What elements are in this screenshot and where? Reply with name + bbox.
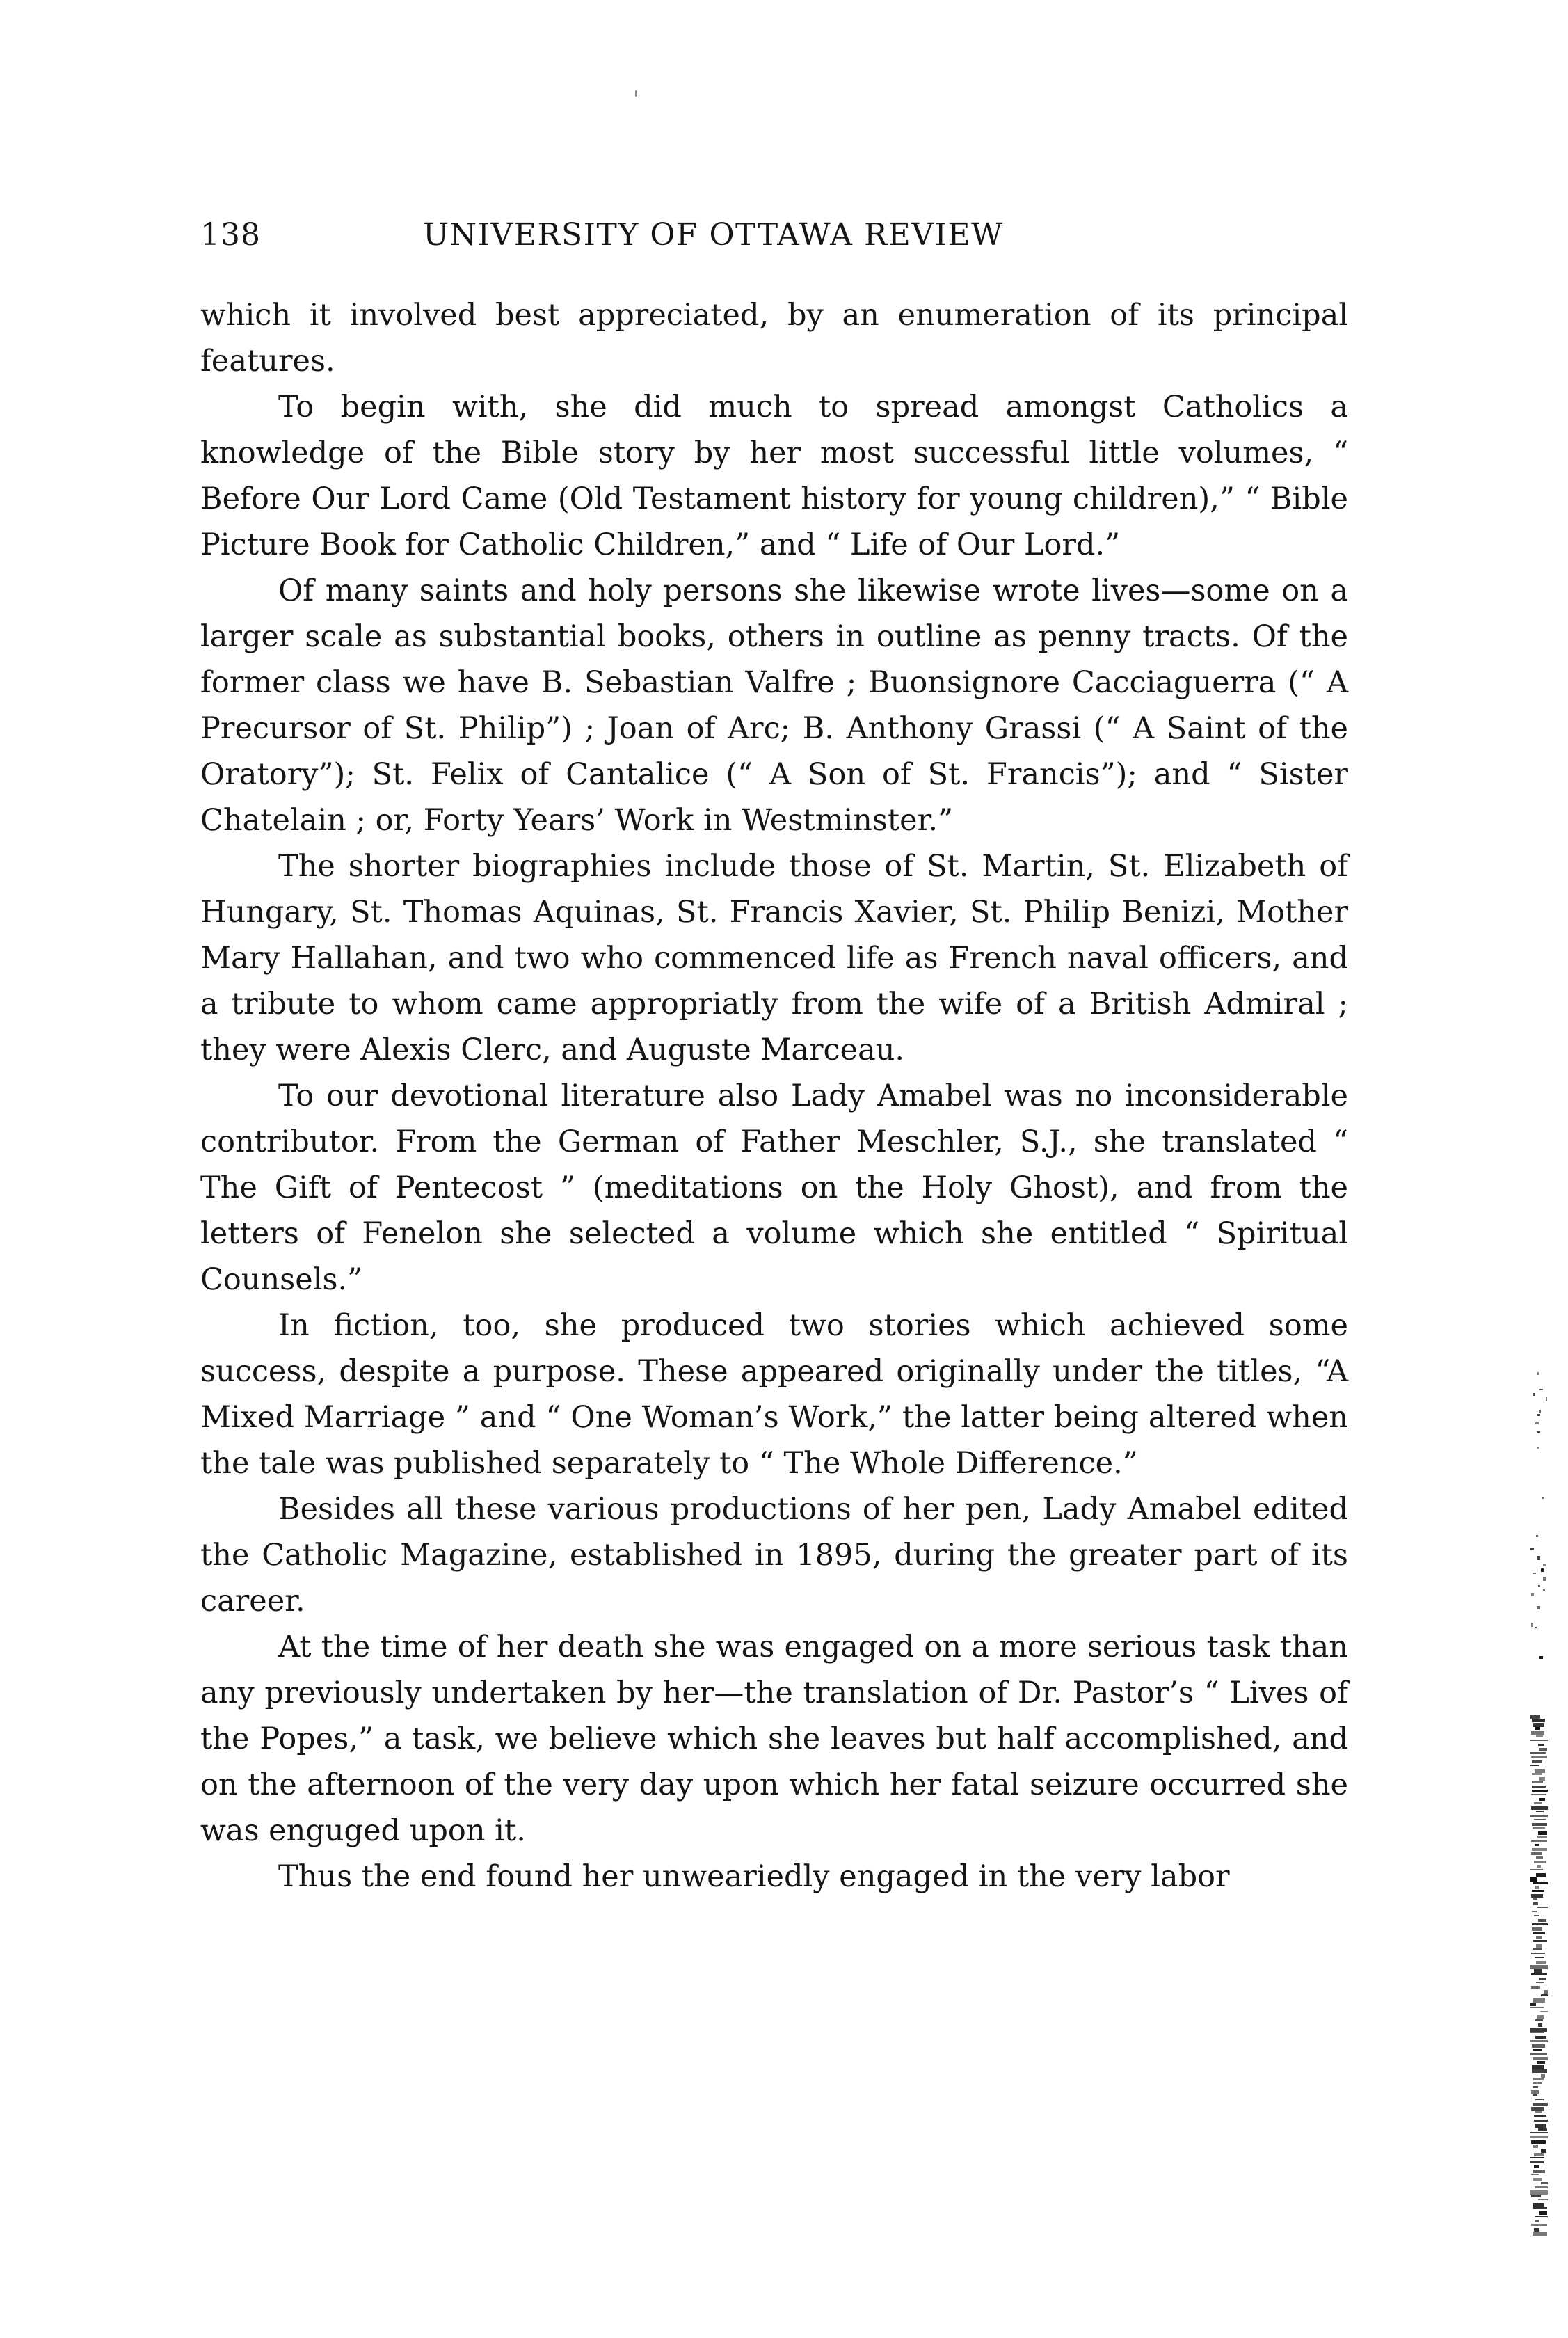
scan-noise-tick <box>1534 2115 1546 2117</box>
scan-noise-tick <box>1530 2032 1544 2033</box>
paragraph: Of many saints and holy persons she likewise wrote lives—some on a larger scale as substantial books, others in outline as penny tracts. Of the former class we have B. Sebastian Valfre ; Buonsignore Cacciaguerra (“ A Precursor of St. Philip”) ; Joan of Arc; B. Anthony Grassi (“ A Saint of the Oratory”); St. Felix of Cantalice (“ A Son of St. Francis”); and “ Sister Chatelain ; or, Forty Years’ Work in Westminster.” <box>200 573 1348 838</box>
scan-noise-tick <box>1532 1890 1544 1892</box>
scan-noise-tick <box>1531 2195 1541 2197</box>
scan-noise-tick <box>1531 1953 1545 1954</box>
scan-noise-tick <box>1534 1819 1546 1820</box>
paragraph: The shorter biographies include those of St. Martin, St. Elizabeth of Hungary, St. Thomas Aquinas, St. Francis Xavier, St. Philip Benizi, Mother Mary Hallahan, and two who commenced life as French naval officers, and a tribute to whom came appropriatly from the wife of a British Admiral ; they were Alexis Clerc, and Auguste Marceau. <box>200 849 1348 1067</box>
scan-noise-tick <box>1533 2207 1547 2209</box>
scan-noise-tick <box>1533 2145 1538 2148</box>
scan-noise-tick <box>1530 2157 1544 2158</box>
scan-noise-tick <box>1538 1919 1546 1922</box>
scan-noise-tick <box>1533 1902 1538 1905</box>
scan-noise-tick <box>1533 1573 1536 1574</box>
paragraph: To begin with, she did much to spread amongst Catholics a knowledge of the Bible story by her most successful little volumes, “ Before Our Lord Came (Old Testament history for young children),” “ Bible Picture Book for Catholic Children,” and “ Life of Our Lord.” <box>200 390 1348 562</box>
scan-noise-tick <box>1531 1840 1547 1842</box>
scan-noise-tick <box>1535 1844 1539 1846</box>
scan-noise-tick <box>1531 1852 1542 1855</box>
scan-noise-tick <box>1533 2086 1538 2088</box>
scan-noise-tick <box>1538 2199 1548 2200</box>
scan-noise-tick <box>1532 1848 1547 1851</box>
scan-noise-tick <box>1530 1752 1546 1754</box>
scan-noise-tick <box>1538 1585 1540 1586</box>
scan-noise-tick <box>1543 1577 1546 1581</box>
scan-noise-tick <box>1530 2007 1544 2008</box>
paragraph: To our devotional literature also Lady Amabel was no inconsiderable contributor. From the German of Father Meschler, S.J., she translated “ The Gift of Pentecost ” (meditations on the Holy Ghost), and from the letters of Fenelon she selected a volume which she entitled “ Spiritual Counsels.” <box>200 1079 1348 1297</box>
scan-noise-tick <box>1532 1927 1542 1931</box>
scan-noise-tick <box>1538 1744 1544 1746</box>
scan-noise-tick <box>1530 1740 1548 1741</box>
scan-noise-tick <box>1536 1936 1542 1939</box>
scan-noise-tick <box>1537 1414 1540 1416</box>
scan-noise-tick <box>1539 2211 1547 2215</box>
scan-noise-tick <box>1532 1786 1546 1788</box>
scan-noise-tick <box>1532 1719 1545 1722</box>
body-text <box>200 292 1348 1900</box>
scan-noise-tick <box>1535 1886 1539 1889</box>
scan-noise-tick <box>1538 2023 1542 2027</box>
scan-noise-tick <box>1533 1948 1542 1950</box>
scan-noise-tick <box>1533 1827 1545 1829</box>
scan-noise-tick <box>1537 1836 1547 1838</box>
scan-noise-tick <box>1541 2182 1548 2184</box>
scan-noise-tick <box>1533 1393 1535 1396</box>
scan-noise-tick <box>1535 1727 1540 1730</box>
paragraph: Thus the end found her unweariedly engaged in the very labor <box>278 1859 1230 1894</box>
scan-noise-tick <box>1534 2120 1548 2122</box>
scan-noise-tick <box>1539 1978 1546 1980</box>
paragraph: Besides all these various productions of her pen, Lady Amabel edited the Catholic Magazine, established in 1895, during the greater part of its career. <box>200 1492 1348 1619</box>
scan-noise-tick <box>1533 2170 1545 2173</box>
scan-noise-tick <box>1534 2153 1544 2156</box>
scan-noise-tick <box>1533 2049 1542 2051</box>
scan-noise-tick <box>1533 1898 1537 1900</box>
scan-noise-tick <box>1543 1564 1546 1566</box>
scan-noise-tick <box>1537 2015 1544 2019</box>
scan-noise-tick <box>1534 2228 1539 2232</box>
scan-noise-tick <box>1530 1815 1548 1817</box>
scan-noise-tick <box>1537 1431 1540 1433</box>
scan-noise-tick <box>1533 2178 1542 2181</box>
paragraph-continuation: which it involved best appreciated, by an enumeration of its principal features. <box>200 298 1348 379</box>
scan-noise-tick <box>1531 2140 1546 2144</box>
scan-noise-tick <box>1531 1756 1547 1758</box>
scan-noise-tick <box>1542 1497 1544 1499</box>
scan-noise-tick <box>1531 1806 1548 1810</box>
scan-noise-tick <box>1535 2019 1543 2021</box>
scan-noise-tick <box>1531 1894 1543 1898</box>
scan-noise-tick <box>1536 1535 1538 1537</box>
scan-noise-tick <box>1531 2174 1539 2175</box>
scan-noise-tick <box>1533 1882 1548 1884</box>
scan-noise-tick <box>1536 1944 1542 1948</box>
scan-noise-tick <box>1530 1765 1539 1766</box>
scan-noise-tick <box>1532 1760 1542 1763</box>
scan-noise-tick <box>1532 2044 1545 2048</box>
scan-noise-tick <box>1531 1986 1540 1989</box>
scan-noise-tick <box>1537 1907 1548 1908</box>
scan-noise-tick <box>1539 1389 1543 1390</box>
scan-noise-tick <box>1530 2161 1544 2163</box>
scan-noise-tick <box>1530 2136 1548 2138</box>
scan-noise-tick <box>1531 1731 1544 1735</box>
scan-noise-tick <box>1530 2040 1548 2042</box>
scan-noise-tick <box>1539 1656 1543 1659</box>
scan-noise-tick <box>1530 1869 1543 1870</box>
scan-noise-tick <box>1535 2111 1542 2113</box>
running-head: UNIVERSITY OF OTTAWA REVIEW <box>423 217 1004 253</box>
page-number: 138 <box>200 217 261 253</box>
scan-noise-tick <box>1535 1422 1539 1424</box>
scan-noise-tick <box>1530 2053 1547 2055</box>
scan-noise-tick <box>1534 2165 1539 2168</box>
scan-noise-tick <box>1546 1397 1547 1401</box>
scan-noise-tick <box>1538 1831 1547 1835</box>
scan-noise-tick <box>1532 1923 1548 1925</box>
scan-noise-tick <box>1534 1861 1546 1863</box>
scan-noise-tick <box>1535 2216 1548 2217</box>
scan-noise-tick <box>1531 1623 1533 1627</box>
scan-noise-tick <box>1539 1748 1547 1751</box>
scan-noise-tick <box>1532 1773 1542 1775</box>
scan-edge-noise <box>1530 1364 1549 2234</box>
scan-noise-tick <box>1537 1447 1539 1449</box>
scan-noise-tick <box>1535 1627 1537 1628</box>
scan-noise-tick <box>1533 2103 1548 2106</box>
scan-noise-tick <box>1539 1410 1541 1413</box>
scan-noise-tick <box>1536 1982 1544 1983</box>
scan-noise-tick <box>1532 1781 1543 1783</box>
scan-noise-tick <box>1534 1802 1542 1804</box>
scan-noise-tick <box>1535 2036 1546 2039</box>
scan-noise-tick <box>1535 2186 1548 2188</box>
scan-noise-tick <box>1543 1589 1545 1591</box>
scan-noise-tick <box>1536 1961 1546 1964</box>
scan-noise-tick <box>1536 1856 1543 1859</box>
scan-noise-tick <box>1533 2057 1548 2060</box>
scan-noise-tick <box>1535 2099 1544 2100</box>
scan-noise-tick <box>1541 1568 1544 1572</box>
scan-noise-tick <box>1530 1548 1534 1550</box>
scan-noise-tick <box>1530 2003 1536 2006</box>
scan-noise-tick <box>1536 1735 1543 1737</box>
scan-noise-tick <box>1531 2224 1547 2226</box>
scan-noise-tick <box>1535 1957 1544 1958</box>
scan-speck <box>635 90 637 97</box>
scan-noise-tick <box>1532 1911 1537 1912</box>
scan-noise-tick <box>1533 2082 1542 2084</box>
scan-noise-tick <box>1531 1593 1534 1596</box>
scan-noise-tick <box>1533 2094 1537 2096</box>
scan-noise-tick <box>1532 2069 1547 2073</box>
scan-noise-tick <box>1531 2090 1539 2094</box>
scan-noise-tick <box>1532 1823 1547 1826</box>
scan-noise-tick <box>1537 2061 1545 2064</box>
scan-noise-tick <box>1537 1556 1540 1560</box>
paragraph: In fiction, too, she produced two stories which achieved some success, despite a purpose. These appeared originally under the titles, “A Mixed Marriage ” and “ One Woman’s Work,” the latter being altered when the tale was published separately to “ The Whole Difference.” <box>200 1308 1348 1481</box>
scan-noise-tick <box>1537 1865 1541 1868</box>
scan-noise-tick <box>1537 1372 1539 1375</box>
scan-noise-tick <box>1535 2220 1539 2222</box>
scan-noise-tick <box>1533 1932 1545 1934</box>
scan-noise-tick <box>1539 1798 1545 1801</box>
scan-noise-tick <box>1536 1811 1544 1812</box>
paragraph: At the time of her death she was engaged on a more serious task than any previously undertaken by her—the translation of Dr. Pastor’s “ Lives of the Popes,” a task, we believe which she leaves but half accomplished, and on the afternoon of the very day upon which her fatal seizure occurred she was enguged upon it. <box>200 1630 1348 1848</box>
scan-noise-tick <box>1530 2132 1548 2133</box>
scan-noise-tick <box>1537 1606 1540 1609</box>
scan-noise-tick <box>1533 2078 1544 2080</box>
scan-noise-tick <box>1536 1873 1546 1877</box>
scan-noise-tick <box>1541 1994 1548 1996</box>
page-header <box>200 207 1348 263</box>
scan-noise-tick <box>1538 2128 1547 2131</box>
scan-noise-tick <box>1532 1790 1548 1792</box>
scan-noise-tick <box>1533 2232 1547 2236</box>
scan-noise-tick <box>1531 1794 1546 1795</box>
scan-noise-tick <box>1533 1940 1547 1942</box>
scan-noise-tick <box>1544 1990 1548 1994</box>
scan-noise-tick <box>1534 1915 1539 1916</box>
scan-noise-tick <box>1531 1973 1547 1975</box>
scan-noise-tick <box>1540 2011 1548 2012</box>
